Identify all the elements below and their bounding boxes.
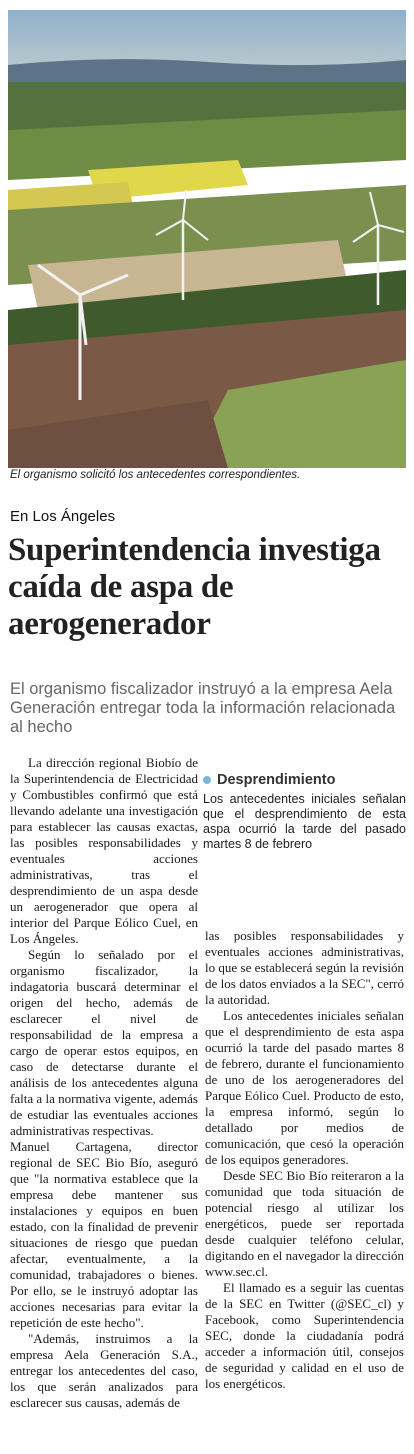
bullet-dot-icon — [203, 776, 211, 784]
headline: Superintendencia investiga caída de aspa de aerogenerador — [8, 532, 381, 642]
paragraph: Según lo señalado por el organismo fiscalizador, la indagatoria buscará determinar el origen del hecho, además de esclarecer el nivel de responsabilidad de la empresa a cargo de operar estos equipos, en caso de detectarse durante el análisis de los antecedentes alguna falta a la normativa vigente, además de estudiar las eventuales acciones administrativas respectivas. — [10, 947, 198, 1138]
paragraph: "Además, instruimos a la empresa Aela Generación S.A., entregar los antecedentes del caso, los que serán analizados para esclarecer sus causas, además de — [10, 1331, 198, 1410]
paragraph: Manuel Cartagena, director regional de SEC Bio Bío, aseguró que "la normativa establece que la empresa debe mantener sus instalaciones y equipos en buen estado, con la finalidad de prevenir situaciones de riesgo que puedan afectar, eventualmente, a la comunidad, trabajadores o bienes. Por ello, se le instruyó adoptar las acciones necesarias para evitar la repetición de este hecho". — [10, 1139, 198, 1330]
landscape-illustration — [8, 10, 406, 468]
paragraph: La dirección regional Biobío de la Superintendencia de Electricidad y Combustibles confirmó que está llevando adelante una investigación para establecer las causas exactas, las posibles responsabilidades y eventuales acciones administrativas, tras el desprendimiento de un aspa desde un aerogenerador que opera al interior del Parque Eólico Cuel, en Los Ángeles. — [10, 755, 198, 946]
box-title — [203, 772, 406, 788]
sidebar-box — [203, 772, 406, 852]
box-title-text: Desprendimiento — [217, 772, 336, 788]
wind-turbines-photo — [8, 10, 406, 468]
box-text: Los antecedentes iniciales señalan que el desprendimiento de esta aspa ocurrió la tarde del pasado martes 8 de febrero — [203, 792, 406, 851]
paragraph: Los antecedentes iniciales señalan que el desprendimiento de esta aspa ocurrió la tarde del pasado martes 8 de febrero, durante el funcionamiento de uno de los aerogeneradores del Parque Eólico Cuel. Producto de esto, la empresa informó, según lo detallado por medios de comunicación, que cesó la operación de los equipos generadores. — [205, 1008, 404, 1167]
section-kicker: En Los Ángeles — [10, 508, 116, 525]
article-column-1 — [10, 755, 198, 1411]
photo-caption: El organismo solicitó los antecedentes correspondientes. — [10, 469, 301, 481]
subhead: El organismo fiscalizador instruyó a la empresa Aela Generación entregar toda la información relacionada al hecho — [10, 680, 396, 736]
paragraph: las posibles responsabilidades y eventuales acciones administrativas, lo que se establecerá según la revisión de los datos enviados a la SEC", cerró la autoridad. — [205, 928, 404, 1007]
article-column-2 — [205, 928, 404, 1392]
paragraph: Desde SEC Bio Bío reiteraron a la comunidad que toda situación de potencial riesgo al utilizar los energéticos, puede ser reportada desde cualquier teléfono celular, digitando en el navegador la dirección www.sec.cl. — [205, 1168, 404, 1279]
paragraph: El llamado es a seguir las cuentas de la SEC en Twitter (@SEC_cl) y Facebook, como Superintendencia SEC, donde la ciudadanía podrá acceder a información útil, consejos de seguridad y calidad en el uso de los energéticos. — [205, 1280, 404, 1391]
